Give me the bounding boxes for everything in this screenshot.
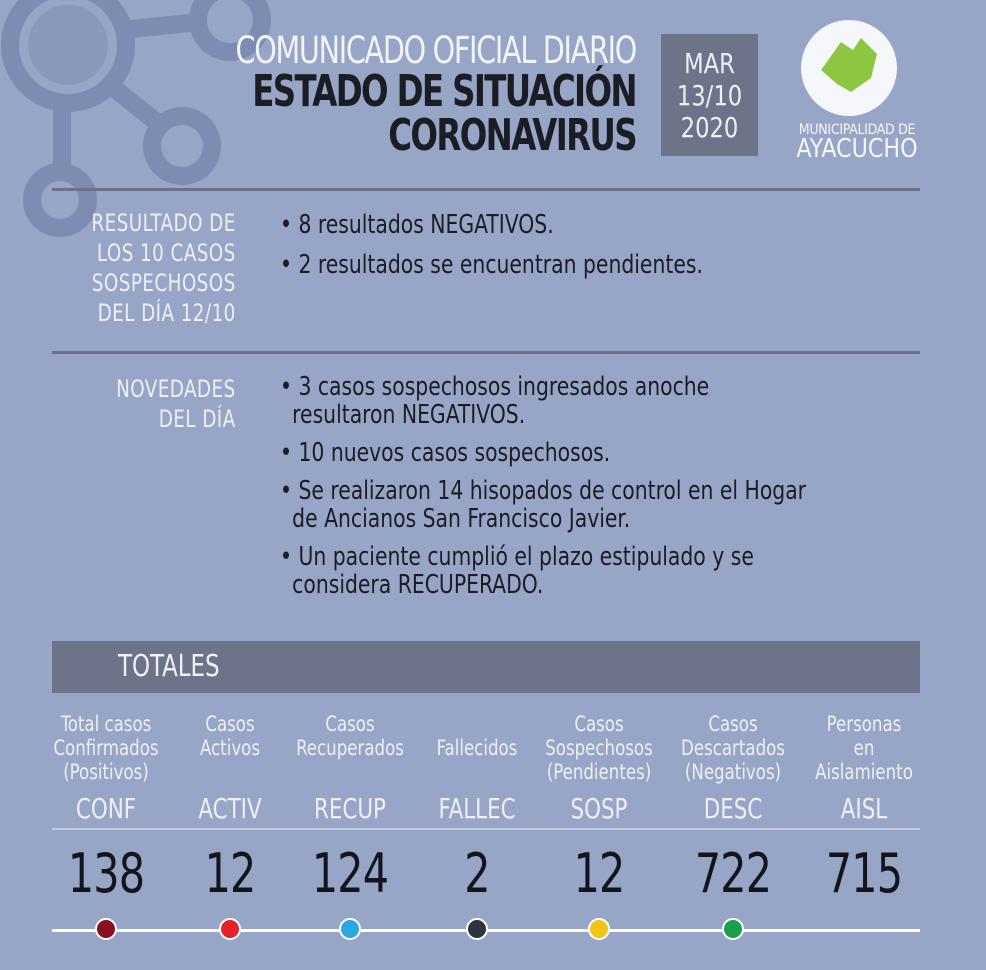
description-line: Confirmados: [53, 736, 159, 760]
total-value-activ: 12: [204, 842, 256, 905]
total-value-sosp: 12: [573, 842, 625, 905]
totals-header: [52, 641, 920, 693]
status-dot-desc: [722, 918, 744, 940]
logo-text-line1: MUNICIPALIDAD DE: [798, 122, 916, 138]
logo-text-line2: AYACUCHO: [796, 134, 918, 164]
column-abbr: RECUP: [314, 792, 386, 825]
bullet-item: • Se realizaron 14 hisopados de control en el Hogar: [280, 476, 807, 506]
description-line: Casos: [325, 712, 375, 736]
header-line3: CORONAVIRUS: [388, 110, 636, 161]
label-line: NOVEDADES: [116, 375, 236, 403]
section2-label: [95, 374, 236, 434]
totals-title: TOTALES: [118, 649, 220, 684]
bullet-item-continued: considera RECUPERADO.: [292, 570, 544, 600]
description-line: Casos: [574, 712, 624, 736]
bullet-item-continued: resultaron NEGATIVOS.: [292, 400, 526, 430]
column-description: [285, 712, 415, 786]
column-abbr: DESC: [703, 792, 763, 825]
column-abbr: CONF: [75, 792, 137, 825]
total-value-aisl: 715: [825, 842, 903, 905]
description-line: Descartados: [681, 736, 785, 760]
totals-column-desc: [668, 712, 798, 825]
bullet-item: • 2 resultados se encuentran pendientes.: [280, 250, 703, 280]
description-line: (Pendientes): [546, 760, 652, 784]
totals-column-sosp: [534, 712, 664, 825]
section1-label: [66, 208, 236, 328]
description-line: Fallecidos: [436, 736, 518, 760]
description-line: Activos: [199, 736, 260, 760]
bullet-item-continued: de Ancianos San Francisco Javier.: [292, 504, 631, 534]
total-value-conf: 138: [67, 842, 145, 905]
section1-bullets: [280, 206, 766, 284]
bullet-item: • Un paciente cumplió el plazo estipulado y se: [280, 542, 754, 572]
divider: [52, 828, 920, 830]
status-dot-sosp: [588, 918, 610, 940]
bullet-item: • 3 casos sospechosos ingresados anoche: [280, 372, 710, 402]
column-description: [412, 712, 542, 786]
column-abbr: ACTIV: [198, 792, 262, 825]
description-line: Casos: [205, 712, 255, 736]
column-description: [799, 712, 929, 786]
totals-column-activ: [165, 712, 295, 825]
column-description: [668, 712, 798, 786]
header-line1: COMUNICADO OFICIAL DIARIO: [235, 29, 636, 72]
status-dot-activ: [219, 918, 241, 940]
description-line: Sospechosos: [545, 736, 653, 760]
column-description: [534, 712, 664, 786]
bullet-item: • 10 nuevos casos sospechosos.: [280, 438, 611, 468]
description-line: (Positivos): [63, 760, 149, 784]
totals-column-recup: [285, 712, 415, 825]
status-dot-conf: [95, 918, 117, 940]
column-description: [41, 712, 171, 786]
description-line: Aislamiento: [815, 760, 913, 784]
total-value-fallec: 2: [464, 842, 490, 905]
description-line: [420, 712, 534, 736]
description-line: Casos: [708, 712, 758, 736]
divider: [52, 351, 920, 354]
label-line: RESULTADO DE: [91, 209, 236, 237]
divider: [52, 188, 920, 191]
total-value-recup: 124: [311, 842, 389, 905]
municipality-logo: [782, 20, 932, 164]
column-abbr: FALLEC: [438, 792, 516, 825]
date-day: MAR: [684, 47, 735, 80]
description-line: Personas: [826, 712, 902, 736]
label-line: DEL DÍA: [159, 405, 236, 433]
status-dot-recup: [339, 918, 361, 940]
label-line: LOS 10 CASOS: [97, 239, 236, 267]
bullet-item: • 8 resultados NEGATIVOS.: [280, 210, 554, 240]
totals-column-fallec: [412, 712, 542, 825]
label-line: DEL DÍA 12/10: [97, 299, 236, 327]
column-description: [165, 712, 295, 786]
totals-column-conf: [41, 712, 171, 825]
description-line: en: [853, 736, 875, 760]
totals-column-aisl: [799, 712, 929, 825]
column-abbr: AISL: [840, 792, 888, 825]
label-line: SOSPECHOSOS: [92, 269, 236, 297]
section2-bullets: [280, 368, 885, 604]
column-abbr: SOSP: [570, 792, 628, 825]
date-year: 2020: [680, 111, 739, 144]
date-box: [661, 34, 758, 156]
header-title: [168, 29, 636, 161]
total-value-desc: 722: [694, 842, 772, 905]
description-line: Recuperados: [296, 736, 404, 760]
logo-icon: [801, 20, 897, 116]
header-line2: ESTADO DE SITUACIÓN: [252, 66, 636, 117]
date-date: 13/10: [676, 79, 743, 112]
description-line: Total casos: [60, 712, 152, 736]
description-line: (Negativos): [684, 760, 782, 784]
status-dot-fallec: [466, 918, 488, 940]
